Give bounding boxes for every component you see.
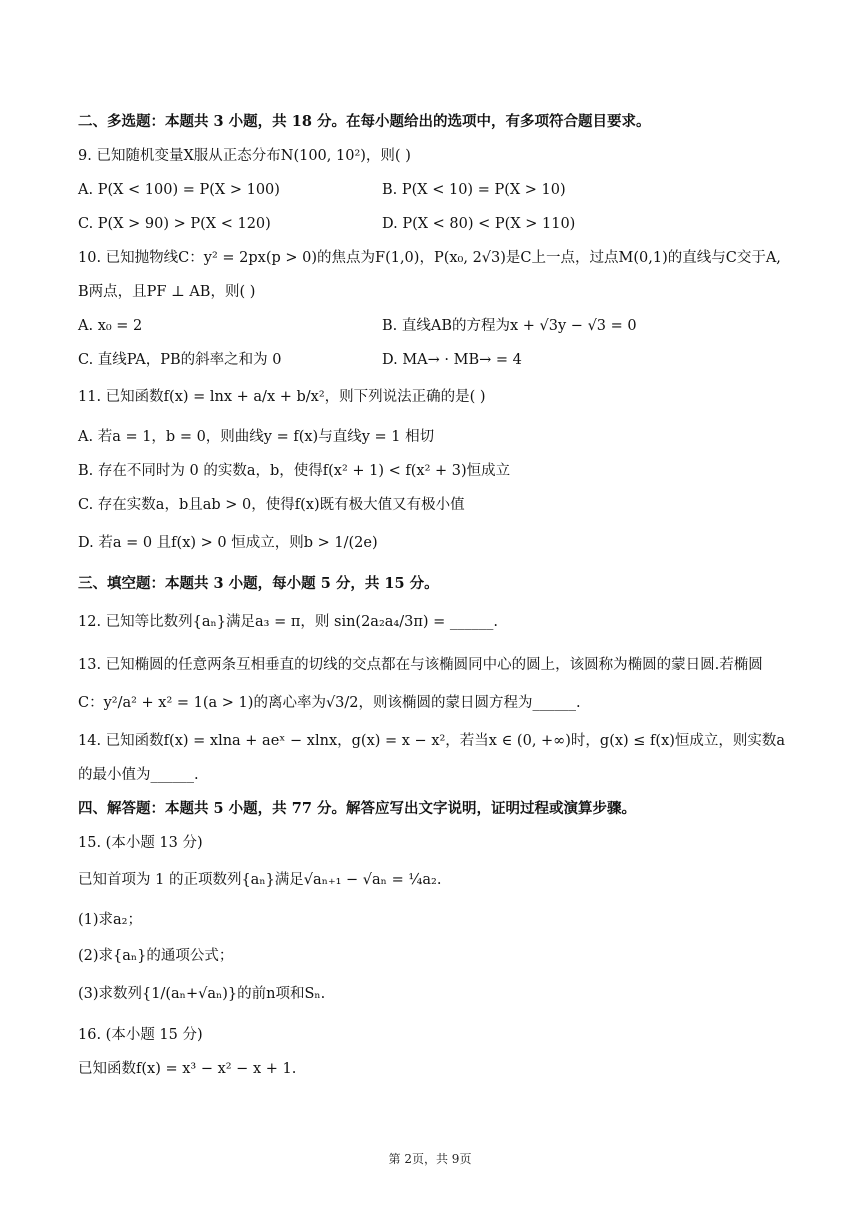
q10-option-d: D. MA→ · MB→ = 4 bbox=[382, 352, 522, 368]
q11-option-b: B. 存在不同时为 0 的实数a，b，使得f(x² + 1) < f(x² + 3)恒成立 bbox=[78, 463, 511, 479]
q15-stem: 已知首项为 1 的正项数列{aₙ}满足√aₙ₊₁ − √aₙ = ¼a₂. bbox=[78, 872, 442, 888]
q10-stem-line2: B两点，且PF ⊥ AB，则( ) bbox=[78, 284, 256, 300]
q12-text: 12. 已知等比数列{aₙ}满足a₃ = π，则 sin(2a₂a₄/3π) = ______. bbox=[78, 614, 498, 630]
q13-line2: C：y²/a² + x² = 1(a > 1)的离心率为√3/2，则该椭圆的蒙日圆方程为______. bbox=[78, 695, 581, 711]
q9-stem: 9. 已知随机变量X服从正态分布N(100, 10²)，则( ) bbox=[78, 148, 411, 164]
section-2-heading: 二、多选题：本题共 3 小题，共 18 分。在每小题给出的选项中，有多项符合题目要求。 bbox=[78, 113, 651, 130]
page-footer: 第 2页，共 9页 bbox=[388, 1152, 472, 1166]
q9-option-a: A. P(X < 100) = P(X > 100) bbox=[78, 182, 280, 198]
q11-stem: 11. 已知函数f(x) = lnx + a/x + b/x²，则下列说法正确的是( ) bbox=[78, 389, 486, 405]
q9-option-d: D. P(X < 80) < P(X > 110) bbox=[382, 216, 576, 232]
q9-option-c: C. P(X > 90) > P(X < 120) bbox=[78, 216, 271, 232]
q10-option-a: A. x₀ = 2 bbox=[78, 318, 143, 334]
q15-part3: (3)求数列{1/(aₙ+√aₙ)}的前n项和Sₙ. bbox=[78, 986, 326, 1002]
q10-stem-line1: 10. 已知抛物线C：y² = 2px(p > 0)的焦点为F(1,0)，P(x₀, 2√3)是C上一点，过点M(0,1)的直线与C交于A, bbox=[78, 250, 781, 266]
q13-line1: 13. 已知椭圆的任意两条互相垂直的切线的交点都在与该椭圆同中心的圆上，该圆称为椭圆的蒙日圆.若椭圆 bbox=[78, 657, 763, 673]
section-4-heading: 四、解答题：本题共 5 小题，共 77 分。解答应写出文字说明，证明过程或演算步骤。 bbox=[78, 800, 636, 817]
q14-line2: 的最小值为______. bbox=[78, 767, 199, 783]
q15-part2: (2)求{aₙ}的通项公式； bbox=[78, 948, 234, 964]
section-3-heading: 三、填空题：本题共 3 小题，每小题 5 分，共 15 分。 bbox=[78, 575, 439, 592]
q9-option-b: B. P(X < 10) = P(X > 10) bbox=[382, 182, 566, 198]
q16-stem: 已知函数f(x) = x³ − x² − x + 1. bbox=[78, 1061, 297, 1077]
q14-line1: 14. 已知函数f(x) = xlna + aeˣ − xlnx，g(x) = x − x²，若当x ∈ (0, +∞)时，g(x) ≤ f(x)恒成立，则实数a bbox=[78, 733, 786, 749]
q11-option-a: A. 若a = 1，b = 0，则曲线y = f(x)与直线y = 1 相切 bbox=[78, 429, 435, 445]
q11-option-c: C. 存在实数a，b且ab > 0，使得f(x)既有极大值又有极小值 bbox=[78, 497, 465, 513]
q10-option-b: B. 直线AB的方程为x + √3y − √3 = 0 bbox=[382, 318, 637, 334]
q15-part1: (1)求a₂； bbox=[78, 912, 142, 928]
q11-option-d: D. 若a = 0 且f(x) > 0 恒成立，则b > 1/(2e) bbox=[78, 535, 378, 551]
q10-option-c: C. 直线PA，PB的斜率之和为 0 bbox=[78, 352, 282, 368]
q16-title: 16. (本小题 15 分) bbox=[78, 1027, 203, 1043]
q15-title: 15. (本小题 13 分) bbox=[78, 835, 203, 851]
